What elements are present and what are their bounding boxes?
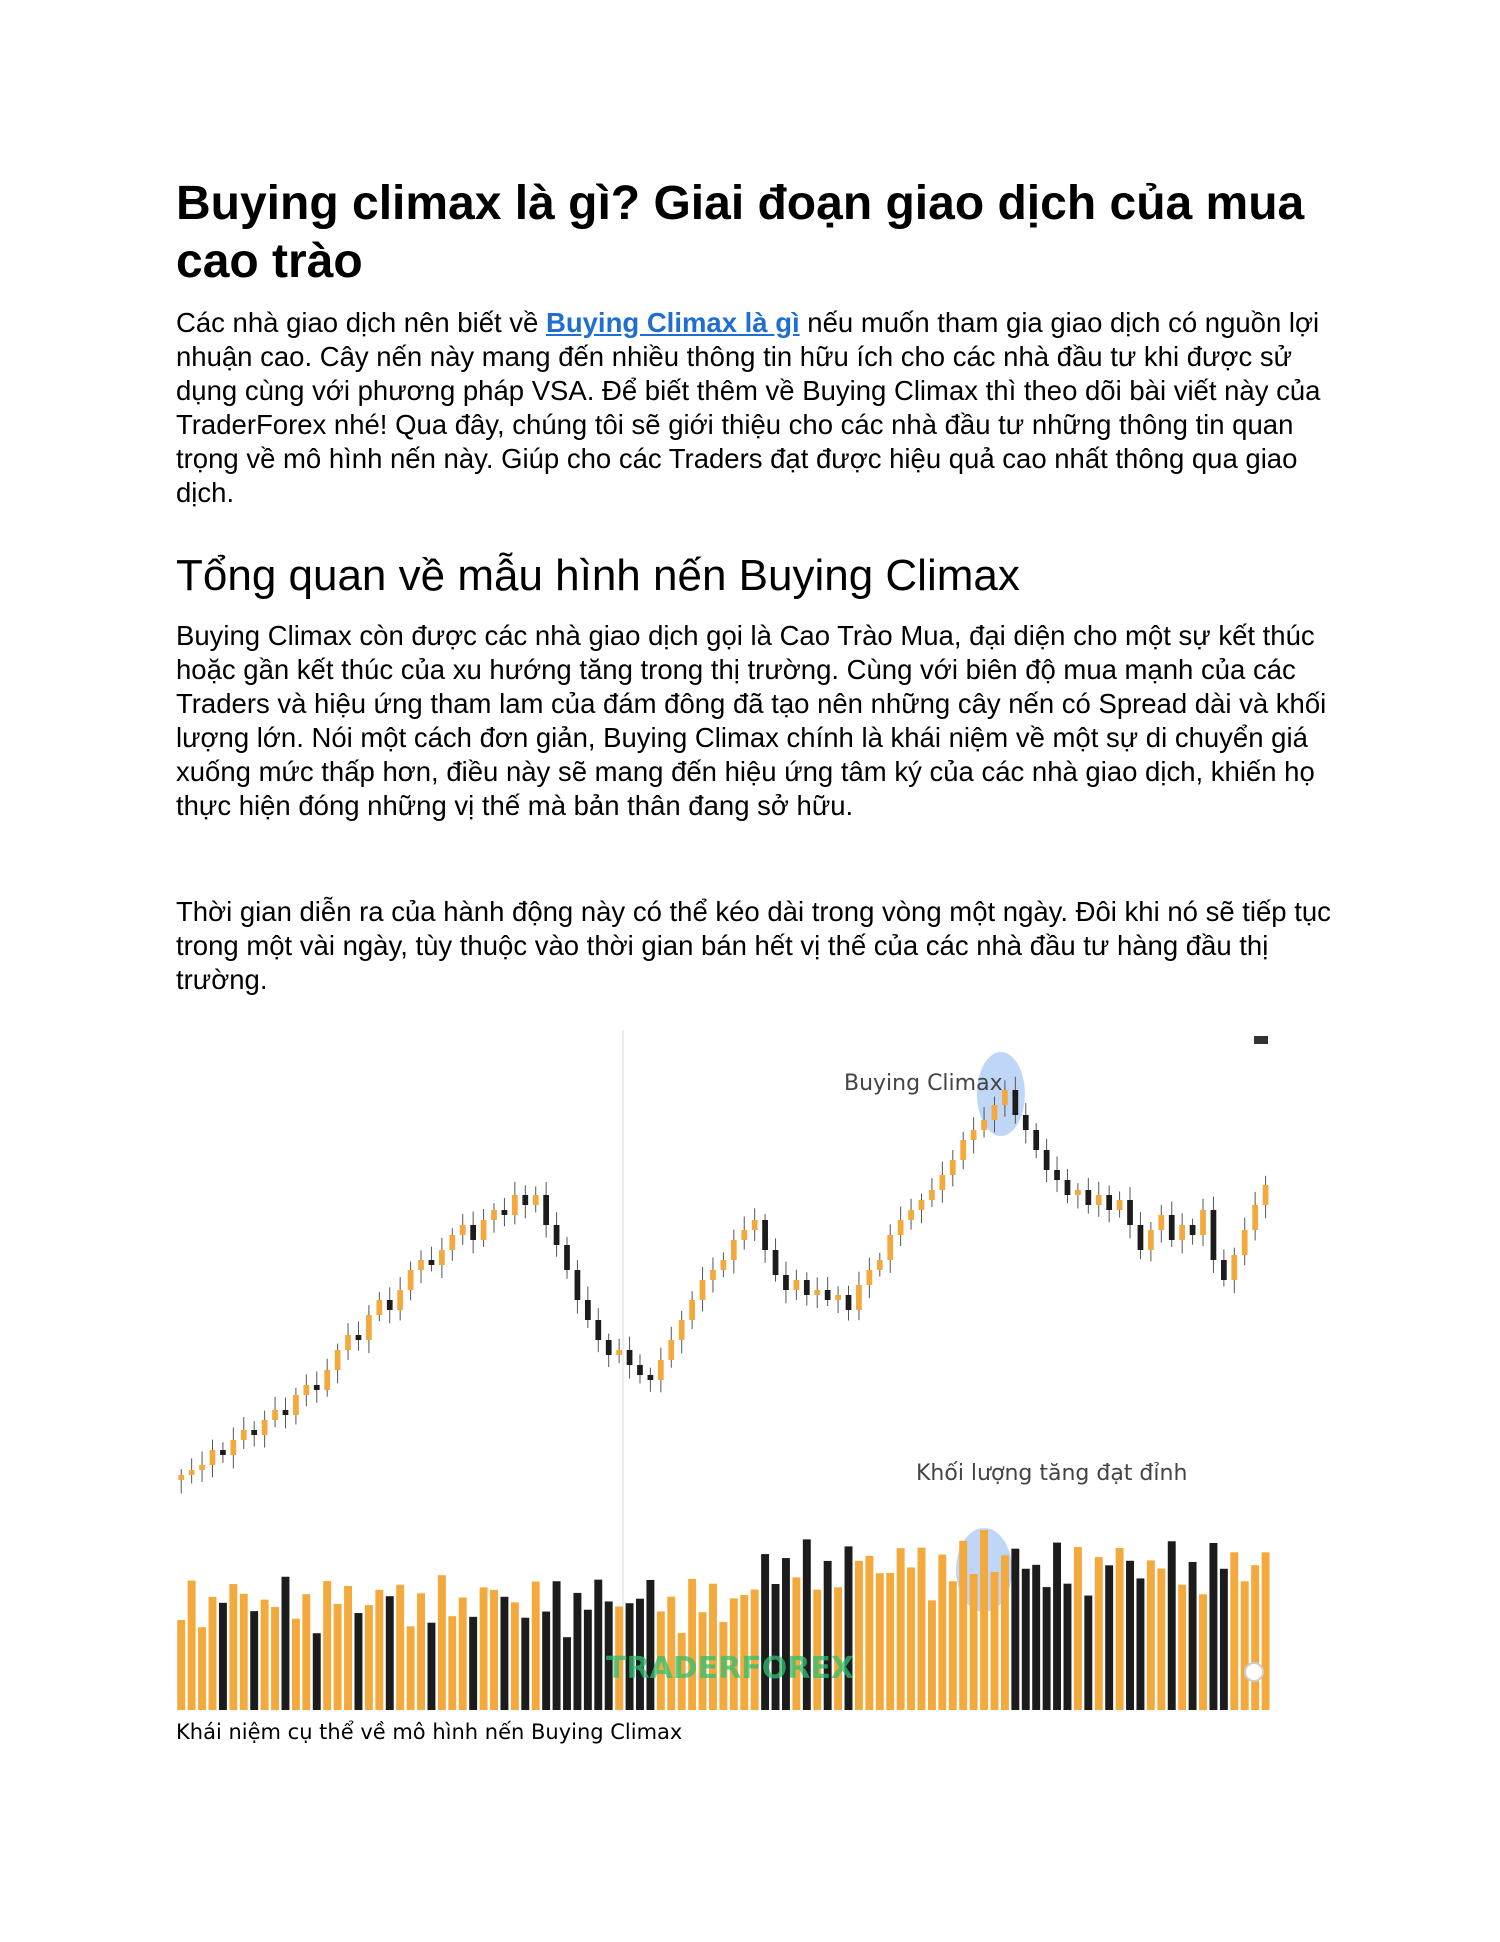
- candle-body: [752, 1220, 758, 1230]
- candle-body: [543, 1195, 549, 1225]
- candle-body: [637, 1365, 643, 1375]
- candle-body: [648, 1375, 654, 1380]
- candle-body: [846, 1295, 852, 1310]
- candle-body: [679, 1320, 685, 1340]
- volume-bar: [323, 1581, 331, 1710]
- candle-body: [721, 1260, 727, 1270]
- candle-body: [939, 1175, 945, 1190]
- candle-body: [887, 1235, 893, 1260]
- volume-bar: [865, 1556, 873, 1710]
- corner-icon: [1254, 1036, 1268, 1044]
- candle-body: [804, 1280, 810, 1295]
- traderforex-watermark: TRADERFOREX: [606, 1651, 854, 1686]
- volume-bar: [302, 1594, 310, 1710]
- volume-bar: [240, 1594, 248, 1710]
- volume-bar: [594, 1580, 602, 1710]
- candle-body: [1190, 1225, 1196, 1235]
- candle-body: [1117, 1200, 1123, 1210]
- volume-bar: [1199, 1594, 1207, 1710]
- candle-body: [794, 1280, 800, 1290]
- candle-body: [981, 1120, 987, 1130]
- volume-bar: [751, 1590, 759, 1710]
- candle-body: [366, 1315, 372, 1340]
- volume-bar: [980, 1530, 988, 1710]
- intro-text-after-link: nếu muốn tham gia giao dịch có nguồn lợi nhuận cao. Cây nến này mang đến nhiều thông tin hữu ích cho các nhà đầu tư khi được sử dụng cùng với phương pháp VSA. Để biết thêm về Buying Climax thì theo dõi bài viết này của TraderForex nhé! Qua đây, chúng tôi sẽ giới thiệu cho các nhà đầu tư những thông tin quan trọng về mô hình nến này. Giúp cho các Traders đạt được hiệu quả cao nhất thông qua giao dịch.: [176, 307, 1321, 508]
- candle-body: [689, 1300, 695, 1320]
- candle-body: [1148, 1230, 1154, 1250]
- candle-body: [971, 1130, 977, 1140]
- candle-body: [220, 1450, 226, 1455]
- volume-bar: [949, 1581, 957, 1710]
- candle-body: [189, 1470, 195, 1475]
- candle-body: [1252, 1205, 1258, 1230]
- volume-bar: [542, 1612, 550, 1710]
- volume-bar: [500, 1597, 508, 1710]
- candle-body: [960, 1140, 966, 1160]
- candle-body: [230, 1440, 236, 1455]
- volume-bar: [1168, 1541, 1176, 1710]
- volume-peak-label: Khối lượng tăng đạt đỉnh: [916, 1461, 1188, 1486]
- volume-bar: [761, 1554, 769, 1710]
- candle-body: [1138, 1225, 1144, 1250]
- candle-body: [1023, 1115, 1029, 1130]
- volume-bar: [1241, 1581, 1249, 1710]
- candle-body: [835, 1295, 841, 1300]
- candle-body: [710, 1270, 716, 1280]
- candle-body: [1012, 1090, 1018, 1115]
- candle-body: [1002, 1090, 1008, 1105]
- candle-body: [1158, 1215, 1164, 1230]
- candle-body: [522, 1195, 528, 1205]
- candle-body: [314, 1385, 320, 1390]
- candle-body: [919, 1200, 925, 1210]
- volume-bar: [876, 1573, 884, 1710]
- volume-bar: [1064, 1584, 1072, 1710]
- volume-bar: [1105, 1565, 1113, 1710]
- candle-body: [251, 1430, 257, 1435]
- candle-body: [210, 1450, 216, 1465]
- candle-body: [898, 1220, 904, 1235]
- candle-body: [481, 1220, 487, 1240]
- volume-bar: [792, 1577, 800, 1710]
- candle-body: [1065, 1180, 1071, 1195]
- candle-body: [272, 1410, 278, 1420]
- volume-bar: [1032, 1565, 1040, 1710]
- volume-bar: [1147, 1560, 1155, 1710]
- volume-bar: [991, 1572, 999, 1710]
- volume-bar: [1157, 1569, 1165, 1710]
- candle-body: [1179, 1225, 1185, 1240]
- volume-bar: [188, 1581, 196, 1710]
- volume-bar: [1116, 1548, 1124, 1710]
- candle-body: [1200, 1210, 1206, 1235]
- volume-bar: [1189, 1562, 1197, 1710]
- volume-bar: [1126, 1561, 1134, 1710]
- candle-body: [575, 1270, 581, 1300]
- volume-bar: [970, 1574, 978, 1710]
- volume-bar: [427, 1623, 435, 1710]
- candle-body: [554, 1225, 560, 1245]
- volume-bar: [553, 1581, 561, 1710]
- candle-body: [773, 1250, 779, 1275]
- candlestick-chart: [176, 1030, 1276, 1710]
- candle-body: [199, 1465, 205, 1470]
- candle-body: [439, 1250, 445, 1265]
- candle-body: [1231, 1255, 1237, 1280]
- volume-bar: [292, 1619, 300, 1710]
- scroll-indicator-icon: [1245, 1663, 1263, 1681]
- candle-body: [1127, 1200, 1133, 1225]
- volume-bar: [313, 1633, 321, 1710]
- volume-bar: [355, 1613, 363, 1710]
- volume-bar: [511, 1602, 519, 1710]
- candle-body: [668, 1340, 674, 1360]
- candle-body: [397, 1290, 403, 1310]
- candle-body: [856, 1285, 862, 1310]
- body-paragraph-2: Thời gian diễn ra của hành động này có thể kéo dài trong vòng một ngày. Đôi khi nó sẽ tiếp tục trong một vài ngày, tùy thuộc vào thời gian bán hết vị thế của các nhà đầu tư hàng đầu thị trường.: [176, 896, 1331, 995]
- candle-body: [345, 1335, 351, 1350]
- volume-bar: [532, 1582, 540, 1710]
- volume-bar: [1001, 1555, 1009, 1710]
- candle-body: [700, 1280, 706, 1300]
- candlestick-chart-figure: [176, 1030, 1276, 1710]
- volume-bar: [407, 1626, 415, 1710]
- volume-bar: [209, 1597, 217, 1710]
- candle-body: [741, 1230, 747, 1240]
- candle-body: [606, 1340, 612, 1355]
- candle-body: [1044, 1150, 1050, 1170]
- volume-bar: [417, 1593, 425, 1710]
- candle-body: [178, 1475, 184, 1480]
- volume-bar: [271, 1607, 279, 1710]
- candle-body: [564, 1245, 570, 1270]
- candle-body: [512, 1195, 518, 1215]
- intro-text-before-link: Các nhà giao dịch nên biết về: [176, 307, 546, 338]
- candle-body: [470, 1225, 476, 1240]
- candle-body: [460, 1225, 466, 1235]
- candle-body: [877, 1260, 883, 1270]
- figure-caption: Khái niệm cụ thể về mô hình nến Buying Climax: [176, 1720, 683, 1744]
- intro-paragraph: [176, 306, 1336, 510]
- candle-body: [950, 1160, 956, 1175]
- candle-body: [283, 1410, 289, 1415]
- candle-body: [533, 1195, 539, 1205]
- volume-bar: [573, 1593, 581, 1710]
- volume-bar: [772, 1584, 780, 1710]
- candle-body: [825, 1290, 831, 1300]
- volume-bar: [365, 1605, 373, 1710]
- volume-bar: [198, 1627, 206, 1710]
- candle-body: [1054, 1170, 1060, 1180]
- volume-bar: [1178, 1585, 1186, 1710]
- volume-bar: [521, 1618, 529, 1710]
- volume-bar: [782, 1558, 790, 1710]
- volume-bar: [1011, 1549, 1019, 1710]
- volume-bar: [229, 1584, 237, 1710]
- candle-body: [1242, 1230, 1248, 1255]
- volume-bar: [459, 1598, 467, 1710]
- candle-body: [356, 1335, 362, 1340]
- volume-bar: [709, 1584, 717, 1710]
- volume-bar: [1043, 1587, 1051, 1710]
- candle-body: [1211, 1210, 1217, 1260]
- candle-body: [376, 1300, 382, 1315]
- volume-bar: [480, 1587, 488, 1710]
- volume-bar: [1230, 1552, 1238, 1710]
- volume-bar: [824, 1561, 832, 1710]
- volume-bar: [959, 1541, 967, 1710]
- candle-body: [408, 1270, 414, 1290]
- candle-body: [502, 1210, 508, 1215]
- candle-body: [929, 1190, 935, 1200]
- volume-bar: [448, 1616, 456, 1710]
- volume-bar: [386, 1596, 394, 1710]
- volume-bar: [1084, 1596, 1092, 1710]
- candle-body: [992, 1105, 998, 1120]
- volume-bar: [1251, 1565, 1259, 1710]
- candle-body: [1169, 1215, 1175, 1240]
- volume-bar: [834, 1587, 842, 1710]
- volume-bar: [1262, 1552, 1270, 1710]
- candle-body: [1085, 1190, 1091, 1205]
- candle-body: [324, 1370, 330, 1390]
- candle-body: [418, 1260, 424, 1270]
- volume-bar: [334, 1604, 342, 1710]
- volume-bar: [490, 1590, 498, 1710]
- volume-bar: [688, 1579, 696, 1710]
- section-heading: Tổng quan về mẫu hình nến Buying Climax: [176, 551, 1020, 600]
- candle-body: [783, 1275, 789, 1290]
- candle-body: [658, 1360, 664, 1380]
- candle-body: [1106, 1195, 1112, 1210]
- volume-bar: [1074, 1547, 1082, 1710]
- volume-bar: [344, 1586, 352, 1710]
- candle-body: [616, 1350, 622, 1355]
- candle-body: [429, 1260, 435, 1265]
- candle-body: [449, 1235, 455, 1250]
- candle-body: [335, 1350, 341, 1370]
- candle-body: [241, 1430, 247, 1440]
- volume-bar: [177, 1620, 185, 1710]
- volume-bar: [469, 1617, 477, 1710]
- volume-bar: [886, 1573, 894, 1710]
- candle-body: [585, 1300, 591, 1320]
- volume-bar: [1220, 1569, 1228, 1710]
- candle-body: [491, 1210, 497, 1220]
- buying-climax-label: Buying Climax: [844, 1071, 1003, 1096]
- candle-body: [1075, 1190, 1081, 1195]
- volume-bar: [907, 1567, 915, 1710]
- candle-body: [908, 1210, 914, 1220]
- candle-body: [1033, 1130, 1039, 1150]
- volume-bar: [396, 1585, 404, 1710]
- candle-body: [293, 1395, 299, 1415]
- volume-bar: [918, 1548, 926, 1710]
- volume-bar: [261, 1600, 269, 1710]
- volume-bar: [646, 1580, 654, 1710]
- volume-bar: [584, 1610, 592, 1710]
- volume-bar: [1095, 1557, 1103, 1710]
- buying-climax-link[interactable]: Buying Climax là gì: [545, 307, 800, 338]
- candle-body: [866, 1270, 872, 1285]
- candle-body: [1221, 1260, 1227, 1280]
- article-title: Buying climax là gì? Giai đoạn giao dịch của mua cao trào: [176, 177, 1305, 288]
- volume-bar: [1209, 1543, 1217, 1710]
- candle-body: [387, 1300, 393, 1310]
- candle-body: [1096, 1195, 1102, 1205]
- volume-bar: [813, 1590, 821, 1710]
- volume-bar: [938, 1555, 946, 1710]
- volume-bar: [928, 1600, 936, 1710]
- volume-bar: [855, 1561, 863, 1710]
- candle-body: [762, 1220, 768, 1250]
- volume-bar: [1022, 1569, 1030, 1710]
- volume-bar: [375, 1590, 383, 1710]
- volume-bar: [897, 1548, 905, 1710]
- candle-body: [595, 1320, 601, 1340]
- volume-bar: [282, 1577, 290, 1710]
- volume-bar: [1053, 1543, 1061, 1710]
- candle-body: [262, 1420, 268, 1435]
- candle-body: [1263, 1185, 1269, 1205]
- volume-bar: [250, 1611, 258, 1710]
- candle-body: [814, 1290, 820, 1295]
- volume-bar: [219, 1603, 227, 1710]
- candle-body: [303, 1385, 309, 1395]
- body-paragraph-1: Buying Climax còn được các nhà giao dịch gọi là Cao Trào Mua, đại diện cho một sự kết thúc hoặc gần kết thúc của xu hướng tăng trong thị trường. Cùng với biên độ mua mạnh của các Traders và hiệu ứng tham lam của đám đông đã tạo nên những cây nến có Spread dài và khối lượng lớn. Nói một cách đơn giản, Buying Climax chính là khái niệm về một sự di chuyển giá xuống mức thấp hơn, điều này sẽ mang đến hiệu ứng tâm ký của các nhà giao dịch, khiến họ thực hiện đóng những vị thế mà bản thân đang sở hữu.: [176, 620, 1327, 821]
- candle-body: [627, 1350, 633, 1365]
- candle-body: [731, 1240, 737, 1260]
- volume-bar: [563, 1637, 571, 1710]
- volume-bar: [1136, 1578, 1144, 1710]
- volume-bar: [438, 1575, 446, 1710]
